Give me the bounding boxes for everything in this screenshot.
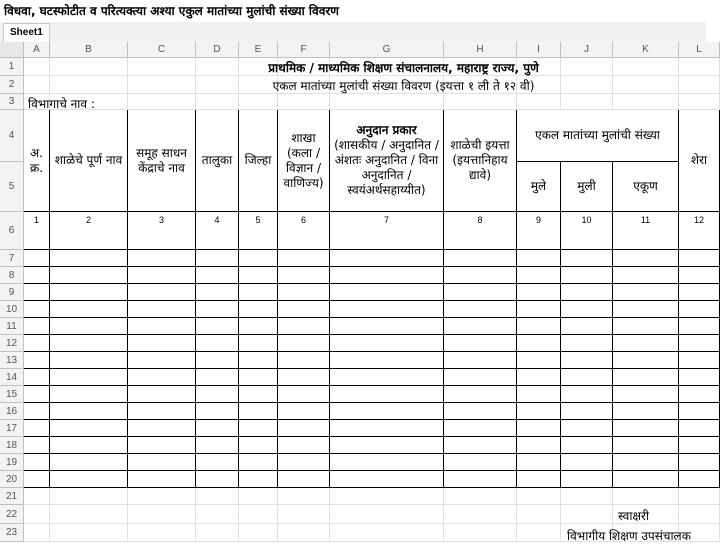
table-cell[interactable] bbox=[239, 335, 278, 352]
heading-directorate[interactable]: प्राथमिक / माध्यमिक शिक्षण संचालनालय, महाराष्ट्र राज्य, पुणे bbox=[268, 61, 539, 75]
table-cell[interactable] bbox=[278, 284, 330, 301]
table-cell[interactable] bbox=[239, 471, 278, 488]
column-number-cell: 11 bbox=[613, 212, 679, 250]
table-cell[interactable] bbox=[613, 352, 679, 369]
table-cell[interactable] bbox=[679, 301, 720, 318]
table-cell[interactable] bbox=[330, 267, 444, 284]
table-cell[interactable] bbox=[679, 403, 720, 420]
column-header-h[interactable]: H bbox=[444, 42, 517, 58]
table-cell[interactable] bbox=[517, 454, 561, 471]
table-cell[interactable] bbox=[613, 471, 679, 488]
table-cell[interactable] bbox=[24, 284, 50, 301]
table-cell[interactable] bbox=[24, 437, 50, 454]
table-cell[interactable] bbox=[561, 471, 613, 488]
table-cell[interactable] bbox=[561, 250, 613, 267]
grid-cell[interactable] bbox=[128, 488, 196, 505]
table-cell[interactable] bbox=[444, 250, 517, 267]
grid-cell[interactable] bbox=[561, 94, 613, 110]
grid-cell[interactable] bbox=[278, 524, 330, 542]
table-cell[interactable] bbox=[128, 386, 196, 403]
table-cell[interactable] bbox=[50, 318, 128, 335]
table-cell[interactable] bbox=[444, 420, 517, 437]
grid-cell[interactable] bbox=[517, 488, 561, 505]
grid-cell[interactable] bbox=[50, 524, 128, 542]
document-title: विधवा, घटस्फोटीत व परित्यक्त्या अश्या एकुल मातांच्या मुलांची संख्या विवरण bbox=[0, 0, 706, 22]
grid-cell[interactable] bbox=[278, 488, 330, 505]
table-cell[interactable] bbox=[24, 454, 50, 471]
row-header-11[interactable]: 11 bbox=[0, 318, 24, 335]
table-cell[interactable] bbox=[613, 369, 679, 386]
row-header-18[interactable]: 18 bbox=[0, 437, 24, 454]
table-cell[interactable] bbox=[278, 301, 330, 318]
signatory-title[interactable]: विभागीय शिक्षण उपसंचालक bbox=[567, 529, 691, 543]
table-cell[interactable] bbox=[278, 471, 330, 488]
table-cell[interactable] bbox=[561, 318, 613, 335]
table-cell[interactable] bbox=[330, 454, 444, 471]
header-single-mother-group[interactable]: एकल मातांच्या मुलांची संख्या bbox=[517, 110, 679, 162]
table-cell[interactable] bbox=[444, 403, 517, 420]
grid-cell[interactable] bbox=[50, 58, 128, 76]
table-cell[interactable] bbox=[330, 352, 444, 369]
table-cell[interactable] bbox=[128, 369, 196, 386]
table-cell[interactable] bbox=[24, 318, 50, 335]
spreadsheet-grid[interactable] bbox=[0, 42, 708, 543]
table-cell[interactable] bbox=[517, 471, 561, 488]
row-header-21[interactable]: 21 bbox=[0, 488, 24, 505]
table-cell[interactable] bbox=[239, 267, 278, 284]
grid-cell[interactable] bbox=[128, 94, 196, 110]
table-cell[interactable] bbox=[517, 267, 561, 284]
row-header-6[interactable]: 6 bbox=[0, 212, 24, 250]
table-cell[interactable] bbox=[50, 335, 128, 352]
table-cell[interactable] bbox=[278, 335, 330, 352]
table-cell[interactable] bbox=[679, 318, 720, 335]
table-cell[interactable] bbox=[24, 335, 50, 352]
table-cell[interactable] bbox=[517, 386, 561, 403]
header-grant-type[interactable] bbox=[330, 110, 444, 212]
table-cell[interactable] bbox=[517, 403, 561, 420]
table-cell[interactable] bbox=[278, 369, 330, 386]
table-cell[interactable] bbox=[128, 301, 196, 318]
table-cell[interactable] bbox=[330, 335, 444, 352]
column-header-k[interactable]: K bbox=[613, 42, 679, 58]
table-cell[interactable] bbox=[196, 267, 239, 284]
table-cell[interactable] bbox=[50, 386, 128, 403]
table-cell[interactable] bbox=[561, 420, 613, 437]
header-remarks[interactable]: शेरा bbox=[679, 110, 720, 212]
table-cell[interactable] bbox=[196, 437, 239, 454]
table-cell[interactable] bbox=[561, 386, 613, 403]
table-cell[interactable] bbox=[196, 318, 239, 335]
table-cell[interactable] bbox=[679, 284, 720, 301]
table-cell[interactable] bbox=[239, 284, 278, 301]
header-taluka[interactable]: तालुका bbox=[196, 110, 239, 212]
grid-cell[interactable] bbox=[444, 94, 517, 110]
table-cell[interactable] bbox=[24, 403, 50, 420]
table-cell[interactable] bbox=[24, 420, 50, 437]
table-cell[interactable] bbox=[330, 301, 444, 318]
table-cell[interactable] bbox=[128, 352, 196, 369]
sheet-tab-bar bbox=[0, 22, 706, 42]
table-cell[interactable] bbox=[444, 284, 517, 301]
table-cell[interactable] bbox=[444, 386, 517, 403]
header-sr-no[interactable]: अ. क्र. bbox=[24, 110, 50, 212]
grid-cell[interactable] bbox=[561, 488, 613, 505]
grid-cell[interactable] bbox=[239, 94, 278, 110]
table-cell[interactable] bbox=[50, 403, 128, 420]
table-cell[interactable] bbox=[24, 369, 50, 386]
grid-cell[interactable] bbox=[330, 524, 444, 542]
table-cell[interactable] bbox=[278, 267, 330, 284]
table-cell[interactable] bbox=[196, 335, 239, 352]
grid-cell[interactable] bbox=[50, 76, 128, 94]
grid-cell[interactable] bbox=[196, 524, 239, 542]
column-header-g[interactable]: G bbox=[330, 42, 444, 58]
table-cell[interactable] bbox=[561, 335, 613, 352]
grid-cell[interactable] bbox=[24, 58, 50, 76]
table-cell[interactable] bbox=[24, 301, 50, 318]
table-cell[interactable] bbox=[517, 352, 561, 369]
table-cell[interactable] bbox=[517, 335, 561, 352]
table-cell[interactable] bbox=[128, 250, 196, 267]
table-cell[interactable] bbox=[613, 403, 679, 420]
table-cell[interactable] bbox=[330, 471, 444, 488]
table-cell[interactable] bbox=[561, 437, 613, 454]
grid-cell[interactable] bbox=[561, 505, 613, 524]
table-cell[interactable] bbox=[613, 386, 679, 403]
table-cell[interactable] bbox=[444, 437, 517, 454]
table-cell[interactable] bbox=[613, 437, 679, 454]
row-header-15[interactable]: 15 bbox=[0, 386, 24, 403]
table-cell[interactable] bbox=[278, 420, 330, 437]
grid-cell[interactable] bbox=[239, 505, 278, 524]
grid-cell[interactable] bbox=[444, 524, 517, 542]
table-cell[interactable] bbox=[679, 386, 720, 403]
table-cell[interactable] bbox=[24, 267, 50, 284]
table-cell[interactable] bbox=[50, 437, 128, 454]
grid-cell[interactable] bbox=[444, 488, 517, 505]
row-header-10[interactable]: 10 bbox=[0, 301, 24, 318]
table-cell[interactable] bbox=[128, 437, 196, 454]
table-cell[interactable] bbox=[561, 369, 613, 386]
table-cell[interactable] bbox=[50, 267, 128, 284]
table-cell[interactable] bbox=[196, 454, 239, 471]
row-header-3[interactable]: 3 bbox=[0, 94, 24, 110]
table-cell[interactable] bbox=[239, 403, 278, 420]
grant-type-detail: (शासकीय / अनुदानित / अंशतः अनुदानित / विना अनुदानित / स्वयंअर्थसहाय्यीत) bbox=[334, 138, 439, 197]
row-header-7[interactable]: 7 bbox=[0, 250, 24, 267]
grid-cell[interactable] bbox=[679, 58, 720, 76]
table-cell[interactable] bbox=[278, 318, 330, 335]
row-header-19[interactable]: 19 bbox=[0, 454, 24, 471]
table-cell[interactable] bbox=[613, 454, 679, 471]
header-school-grade[interactable]: शाळेची इयत्ता (इयत्तानिहाय द्यावे) bbox=[444, 110, 517, 212]
table-cell[interactable] bbox=[517, 284, 561, 301]
grid-cell[interactable] bbox=[444, 505, 517, 524]
row-header-22[interactable]: 22 bbox=[0, 505, 24, 524]
row-header-1[interactable]: 1 bbox=[0, 58, 24, 76]
table-cell[interactable] bbox=[613, 284, 679, 301]
heading-summary[interactable]: एकल मातांच्या मुलांची संख्या विवरण (इयत्ता १ ली ते १२ वी) bbox=[272, 79, 535, 93]
table-cell[interactable] bbox=[330, 369, 444, 386]
table-cell[interactable] bbox=[24, 352, 50, 369]
table-cell[interactable] bbox=[50, 420, 128, 437]
table-cell[interactable] bbox=[679, 267, 720, 284]
table-cell[interactable] bbox=[196, 250, 239, 267]
table-cell[interactable] bbox=[517, 301, 561, 318]
table-cell[interactable] bbox=[278, 454, 330, 471]
table-cell[interactable] bbox=[561, 454, 613, 471]
table-cell[interactable] bbox=[330, 250, 444, 267]
table-cell[interactable] bbox=[679, 369, 720, 386]
grid-cell[interactable] bbox=[679, 76, 720, 94]
column-header-l[interactable]: L bbox=[679, 42, 720, 58]
table-cell[interactable] bbox=[613, 335, 679, 352]
table-cell[interactable] bbox=[196, 352, 239, 369]
column-header-d[interactable]: D bbox=[196, 42, 239, 58]
column-header-e[interactable]: E bbox=[239, 42, 278, 58]
column-number-cell: 5 bbox=[239, 212, 278, 250]
row-header-20[interactable]: 20 bbox=[0, 471, 24, 488]
table-cell[interactable] bbox=[278, 386, 330, 403]
table-cell[interactable] bbox=[239, 420, 278, 437]
column-number-cell: 7 bbox=[330, 212, 444, 250]
grid-cell[interactable] bbox=[679, 94, 720, 110]
table-cell[interactable] bbox=[128, 284, 196, 301]
grid-cell[interactable] bbox=[278, 505, 330, 524]
table-cell[interactable] bbox=[444, 369, 517, 386]
table-cell[interactable] bbox=[444, 318, 517, 335]
table-cell[interactable] bbox=[239, 437, 278, 454]
table-cell[interactable] bbox=[196, 369, 239, 386]
table-cell[interactable] bbox=[517, 420, 561, 437]
table-cell[interactable] bbox=[24, 386, 50, 403]
table-cell[interactable] bbox=[50, 471, 128, 488]
table-cell[interactable] bbox=[278, 250, 330, 267]
table-cell[interactable] bbox=[679, 471, 720, 488]
grid-cell[interactable] bbox=[613, 94, 679, 110]
column-number-cell: 8 bbox=[444, 212, 517, 250]
column-header-c[interactable]: C bbox=[128, 42, 196, 58]
table-cell[interactable] bbox=[239, 454, 278, 471]
table-cell[interactable] bbox=[128, 267, 196, 284]
table-cell[interactable] bbox=[517, 318, 561, 335]
row-header-13[interactable]: 13 bbox=[0, 352, 24, 369]
division-name-label[interactable]: विभागाचे नाव : bbox=[28, 97, 95, 111]
table-cell[interactable] bbox=[561, 284, 613, 301]
table-cell[interactable] bbox=[128, 318, 196, 335]
table-cell[interactable] bbox=[330, 420, 444, 437]
table-cell[interactable] bbox=[278, 403, 330, 420]
row-header-23[interactable]: 23 bbox=[0, 524, 24, 542]
table-cell[interactable] bbox=[128, 403, 196, 420]
grid-cell[interactable] bbox=[330, 94, 444, 110]
column-number-cell: 1 bbox=[24, 212, 50, 250]
grid-cell[interactable] bbox=[24, 488, 50, 505]
column-header-j[interactable]: J bbox=[561, 42, 613, 58]
table-cell[interactable] bbox=[128, 471, 196, 488]
table-cell[interactable] bbox=[196, 471, 239, 488]
grid-cell[interactable] bbox=[128, 505, 196, 524]
grid-cell[interactable] bbox=[330, 505, 444, 524]
table-cell[interactable] bbox=[330, 318, 444, 335]
grant-type-title: अनुदान प्रकार bbox=[356, 123, 417, 137]
column-header-a[interactable]: A bbox=[24, 42, 50, 58]
table-cell[interactable] bbox=[239, 250, 278, 267]
table-cell[interactable] bbox=[239, 301, 278, 318]
table-cell[interactable] bbox=[330, 437, 444, 454]
row-header-8[interactable]: 8 bbox=[0, 267, 24, 284]
table-cell[interactable] bbox=[679, 437, 720, 454]
table-cell[interactable] bbox=[517, 250, 561, 267]
table-cell[interactable] bbox=[679, 250, 720, 267]
table-cell[interactable] bbox=[24, 471, 50, 488]
grid-cell[interactable] bbox=[128, 524, 196, 542]
table-cell[interactable] bbox=[561, 352, 613, 369]
table-cell[interactable] bbox=[517, 437, 561, 454]
grid-cell[interactable] bbox=[613, 488, 679, 505]
grid-cell[interactable] bbox=[330, 488, 444, 505]
grid-cell[interactable] bbox=[196, 505, 239, 524]
grid-cell[interactable] bbox=[239, 524, 278, 542]
column-number-cell: 10 bbox=[561, 212, 613, 250]
table-cell[interactable] bbox=[561, 301, 613, 318]
table-cell[interactable] bbox=[196, 284, 239, 301]
table-cell[interactable] bbox=[517, 369, 561, 386]
grid-cell[interactable] bbox=[239, 488, 278, 505]
grid-cell[interactable] bbox=[50, 505, 128, 524]
table-cell[interactable] bbox=[444, 471, 517, 488]
table-cell[interactable] bbox=[613, 318, 679, 335]
grid-cell[interactable] bbox=[196, 94, 239, 110]
table-cell[interactable] bbox=[196, 301, 239, 318]
grid-cell[interactable] bbox=[278, 94, 330, 110]
grid-cell[interactable] bbox=[50, 488, 128, 505]
header-total[interactable]: एकूण bbox=[613, 162, 679, 212]
row-header-16[interactable]: 16 bbox=[0, 403, 24, 420]
column-number-cell: 12 bbox=[679, 212, 720, 250]
table-cell[interactable] bbox=[196, 403, 239, 420]
table-cell[interactable] bbox=[50, 284, 128, 301]
table-cell[interactable] bbox=[330, 284, 444, 301]
grid-cell[interactable] bbox=[196, 488, 239, 505]
table-cell[interactable] bbox=[330, 386, 444, 403]
table-cell[interactable] bbox=[239, 318, 278, 335]
header-girls[interactable]: मुली bbox=[561, 162, 613, 212]
row-header-9[interactable]: 9 bbox=[0, 284, 24, 301]
table-cell[interactable] bbox=[444, 335, 517, 352]
table-cell[interactable] bbox=[239, 386, 278, 403]
column-number-cell: 4 bbox=[196, 212, 239, 250]
row-header-2[interactable]: 2 bbox=[0, 76, 24, 94]
table-cell[interactable] bbox=[613, 301, 679, 318]
table-cell[interactable] bbox=[613, 420, 679, 437]
table-cell[interactable] bbox=[679, 454, 720, 471]
column-number-cell: 3 bbox=[128, 212, 196, 250]
table-cell[interactable] bbox=[444, 267, 517, 284]
grid-cell[interactable] bbox=[679, 488, 720, 505]
table-cell[interactable] bbox=[679, 420, 720, 437]
table-cell[interactable] bbox=[679, 352, 720, 369]
column-number-cell: 6 bbox=[278, 212, 330, 250]
grid-cell[interactable] bbox=[679, 505, 720, 524]
table-cell[interactable] bbox=[128, 335, 196, 352]
table-cell[interactable] bbox=[50, 369, 128, 386]
signature-label[interactable]: स्वाक्षरी bbox=[618, 509, 650, 523]
select-all-corner[interactable] bbox=[0, 42, 24, 58]
table-cell[interactable] bbox=[128, 454, 196, 471]
table-cell[interactable] bbox=[444, 454, 517, 471]
table-cell[interactable] bbox=[679, 335, 720, 352]
table-cell[interactable] bbox=[613, 267, 679, 284]
table-cell[interactable] bbox=[330, 403, 444, 420]
column-header-f[interactable]: F bbox=[278, 42, 330, 58]
header-cluster-center[interactable]: समूह साधन केंद्राचे नाव bbox=[128, 110, 196, 212]
column-number-cell: 2 bbox=[50, 212, 128, 250]
row-header-12[interactable]: 12 bbox=[0, 335, 24, 352]
grid-cell[interactable] bbox=[24, 524, 50, 542]
table-cell[interactable] bbox=[50, 454, 128, 471]
table-cell[interactable] bbox=[613, 250, 679, 267]
table-cell[interactable] bbox=[561, 267, 613, 284]
table-cell[interactable] bbox=[50, 352, 128, 369]
column-header-b[interactable]: B bbox=[50, 42, 128, 58]
row-header-5[interactable]: 5 bbox=[0, 162, 24, 212]
grid-cell[interactable] bbox=[24, 505, 50, 524]
row-header-4[interactable]: 4 bbox=[0, 110, 24, 162]
table-cell[interactable] bbox=[239, 369, 278, 386]
table-cell[interactable] bbox=[278, 352, 330, 369]
table-cell[interactable] bbox=[196, 386, 239, 403]
header-branch[interactable]: शाखा (कला / विज्ञान / वाणिज्य) bbox=[278, 110, 330, 212]
table-cell[interactable] bbox=[196, 420, 239, 437]
row-header-17[interactable]: 17 bbox=[0, 420, 24, 437]
table-cell[interactable] bbox=[24, 250, 50, 267]
column-number-cell: 9 bbox=[517, 212, 561, 250]
sheet-tab[interactable]: Sheet1 bbox=[3, 23, 50, 42]
header-district[interactable]: जिल्हा bbox=[239, 110, 278, 212]
header-boys[interactable]: मुले bbox=[517, 162, 561, 212]
table-cell[interactable] bbox=[50, 250, 128, 267]
grid-cell[interactable] bbox=[517, 505, 561, 524]
row-header-14[interactable]: 14 bbox=[0, 369, 24, 386]
grid-cell[interactable] bbox=[517, 94, 561, 110]
table-cell[interactable] bbox=[278, 437, 330, 454]
table-cell[interactable] bbox=[239, 352, 278, 369]
table-cell[interactable] bbox=[444, 301, 517, 318]
table-cell[interactable] bbox=[444, 352, 517, 369]
grid-cell[interactable] bbox=[24, 76, 50, 94]
grid-cell[interactable] bbox=[517, 524, 561, 542]
table-cell[interactable] bbox=[128, 420, 196, 437]
header-school-name[interactable]: शाळेचे पूर्ण नाव bbox=[50, 110, 128, 212]
table-cell[interactable] bbox=[50, 301, 128, 318]
table-cell[interactable] bbox=[561, 403, 613, 420]
column-header-i[interactable]: I bbox=[517, 42, 561, 58]
